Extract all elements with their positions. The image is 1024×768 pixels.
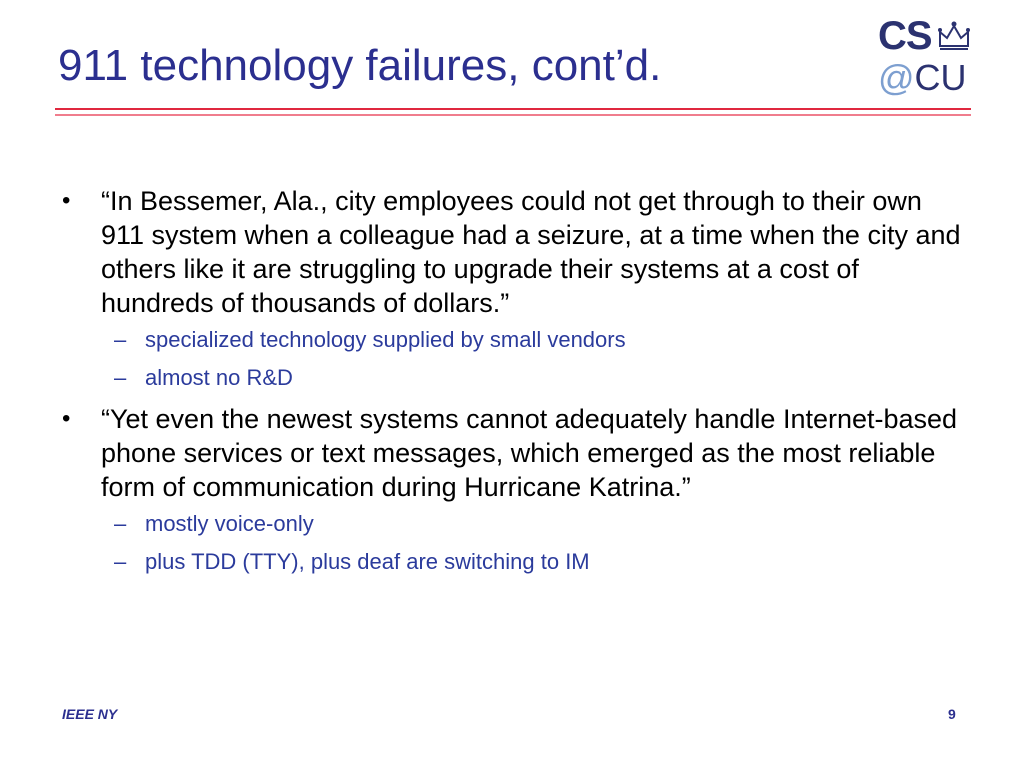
sub-bullet-text: almost no R&D bbox=[145, 365, 293, 390]
bullet-item bbox=[58, 402, 968, 504]
sub-bullet-item bbox=[58, 364, 968, 392]
sub-bullet-item bbox=[58, 548, 968, 576]
logo-at-cu bbox=[878, 57, 967, 98]
sub-bullet-item bbox=[58, 326, 968, 354]
sub-bullet-text: specialized technology supplied by small vendors bbox=[145, 327, 626, 352]
bullet-text: “Yet even the newest systems cannot adequately handle Internet-based phone services or text messages, which emerged as the most reliable form of communication during Hurricane Katrina.” bbox=[101, 404, 958, 502]
bullet-marker: • bbox=[62, 187, 71, 214]
cs-at-cu-logo bbox=[878, 16, 978, 100]
sub-bullet-item bbox=[58, 510, 968, 538]
sub-bullet-marker: – bbox=[114, 365, 127, 390]
logo-at-symbol: @ bbox=[878, 57, 915, 98]
sub-bullet-marker: – bbox=[114, 549, 127, 574]
crown-icon bbox=[936, 20, 972, 52]
sub-bullet-text: mostly voice-only bbox=[145, 511, 314, 536]
title-divider-top bbox=[55, 108, 971, 110]
page-number: 9 bbox=[948, 706, 956, 722]
sub-bullet-text: plus TDD (TTY), plus deaf are switching to IM bbox=[145, 549, 590, 574]
sub-bullet-list bbox=[58, 326, 968, 392]
title-divider-bottom bbox=[55, 114, 971, 116]
sub-bullet-list bbox=[58, 510, 968, 576]
footer-venue: IEEE NY bbox=[62, 706, 118, 722]
logo-cu-text: CU bbox=[914, 57, 967, 98]
sub-bullet-marker: – bbox=[114, 327, 127, 352]
slide-body bbox=[58, 184, 968, 586]
bullet-marker: • bbox=[62, 405, 71, 432]
bullet-item bbox=[58, 184, 968, 320]
logo-cs-text: CS bbox=[878, 14, 932, 58]
bullet-text: “In Bessemer, Ala., city employees could not get through to their own 911 system when a colleague had a seizure, at a time when the city and others like it are struggling to upgrade their systems at a cost of hundreds of thousands of dollars.” bbox=[101, 186, 961, 318]
slide-title: 911 technology failures, cont’d. bbox=[58, 41, 662, 90]
sub-bullet-marker: – bbox=[114, 511, 127, 536]
